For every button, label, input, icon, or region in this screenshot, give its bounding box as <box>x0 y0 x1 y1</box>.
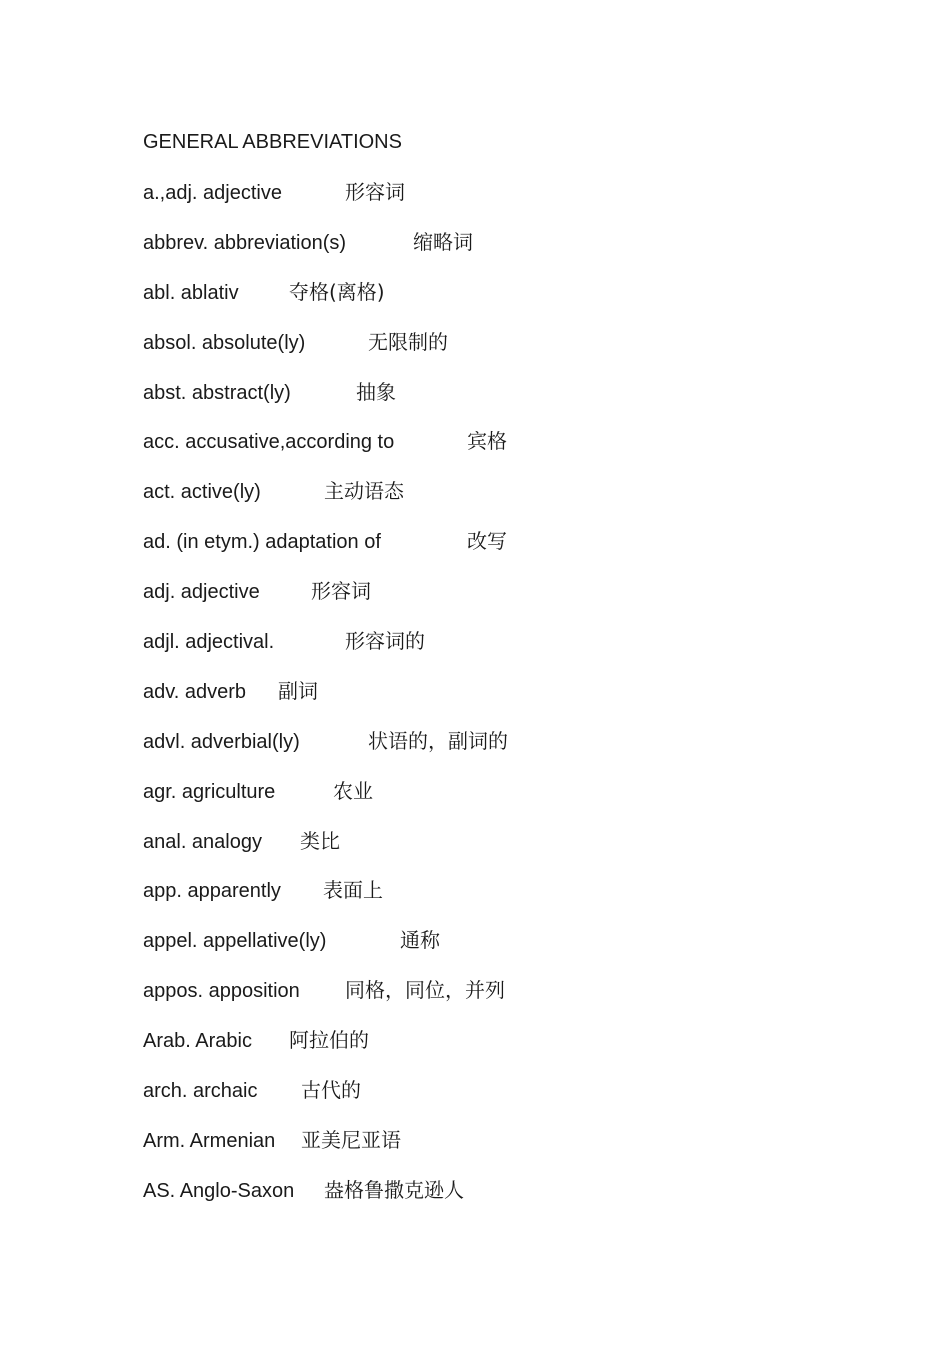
abbreviation-chinese: 亚美尼亚语 <box>301 1127 401 1152</box>
abbreviation-english: abl. ablativ <box>143 281 239 304</box>
abbreviation-english: arch. archaic <box>143 1080 258 1103</box>
abbreviation-english: appos. apposition <box>143 980 300 1003</box>
abbreviation-chinese: 缩略词 <box>413 229 473 254</box>
abbreviation-chinese: 改写 <box>467 529 507 554</box>
abbreviation-english: Arm. Armenian <box>143 1129 276 1152</box>
abbreviation-english: appel. appellative(ly) <box>143 930 327 953</box>
abbreviation-chinese: 农业 <box>333 778 373 803</box>
abbreviation-english: anal. analogy <box>143 830 262 853</box>
abbreviation-chinese: 形容词 <box>345 180 405 204</box>
abbreviation-english: advl. adverbial(ly) <box>143 730 300 753</box>
abbreviation-chinese: 表面上 <box>323 878 383 903</box>
abbreviation-english: abbrev. abbreviation(s) <box>143 231 347 254</box>
abbreviation-chinese: 无限制的 <box>368 329 448 354</box>
page-title: GENERAL ABBREVIATIONS <box>143 131 402 153</box>
abbreviation-english: app. apparently <box>143 880 281 903</box>
abbreviation-english: agr. agriculture <box>143 780 276 803</box>
abbreviation-english: a.,adj. adjective <box>143 182 282 204</box>
abbreviation-chinese: 古代的 <box>301 1078 361 1103</box>
abbreviation-english: adv. adverb <box>143 680 247 703</box>
abbreviation-english: absol. absolute(ly) <box>143 331 306 354</box>
abbreviation-chinese: 阿拉伯的 <box>289 1028 369 1053</box>
abbreviation-chinese: 形容词的 <box>345 629 425 654</box>
abbreviation-english: AS. Anglo-Saxon <box>143 1179 295 1202</box>
abbreviation-english: acc. accusative,according to <box>143 431 395 454</box>
abbreviation-chinese: 状语的，副词的 <box>368 728 508 753</box>
abbreviation-english: Arab. Arabic <box>143 1030 252 1053</box>
abbreviation-chinese: 副词 <box>278 678 318 703</box>
abbreviation-english: adj. adjective <box>143 581 260 604</box>
abbreviation-chinese: 夺格(离格) <box>289 279 385 304</box>
abbreviation-english: adjl. adjectival. <box>143 631 275 654</box>
abbreviation-chinese: 主动语态 <box>324 479 404 504</box>
abbreviation-chinese: 形容词 <box>311 579 371 604</box>
abbreviation-english: act. active(ly) <box>143 481 261 504</box>
abbreviation-chinese: 通称 <box>400 928 440 953</box>
abbreviation-chinese: 盎格鲁撒克逊人 <box>324 1177 464 1202</box>
abbreviation-chinese: 类比 <box>300 828 340 853</box>
abbreviation-chinese: 同格，同位，并列 <box>345 978 505 1003</box>
abbreviation-english: abst. abstract(ly) <box>143 381 291 404</box>
abbreviation-chinese: 抽象 <box>356 379 396 404</box>
abbreviation-english: ad. (in etym.) adaptation of <box>143 531 381 554</box>
abbreviation-chinese: 宾格 <box>467 429 507 454</box>
